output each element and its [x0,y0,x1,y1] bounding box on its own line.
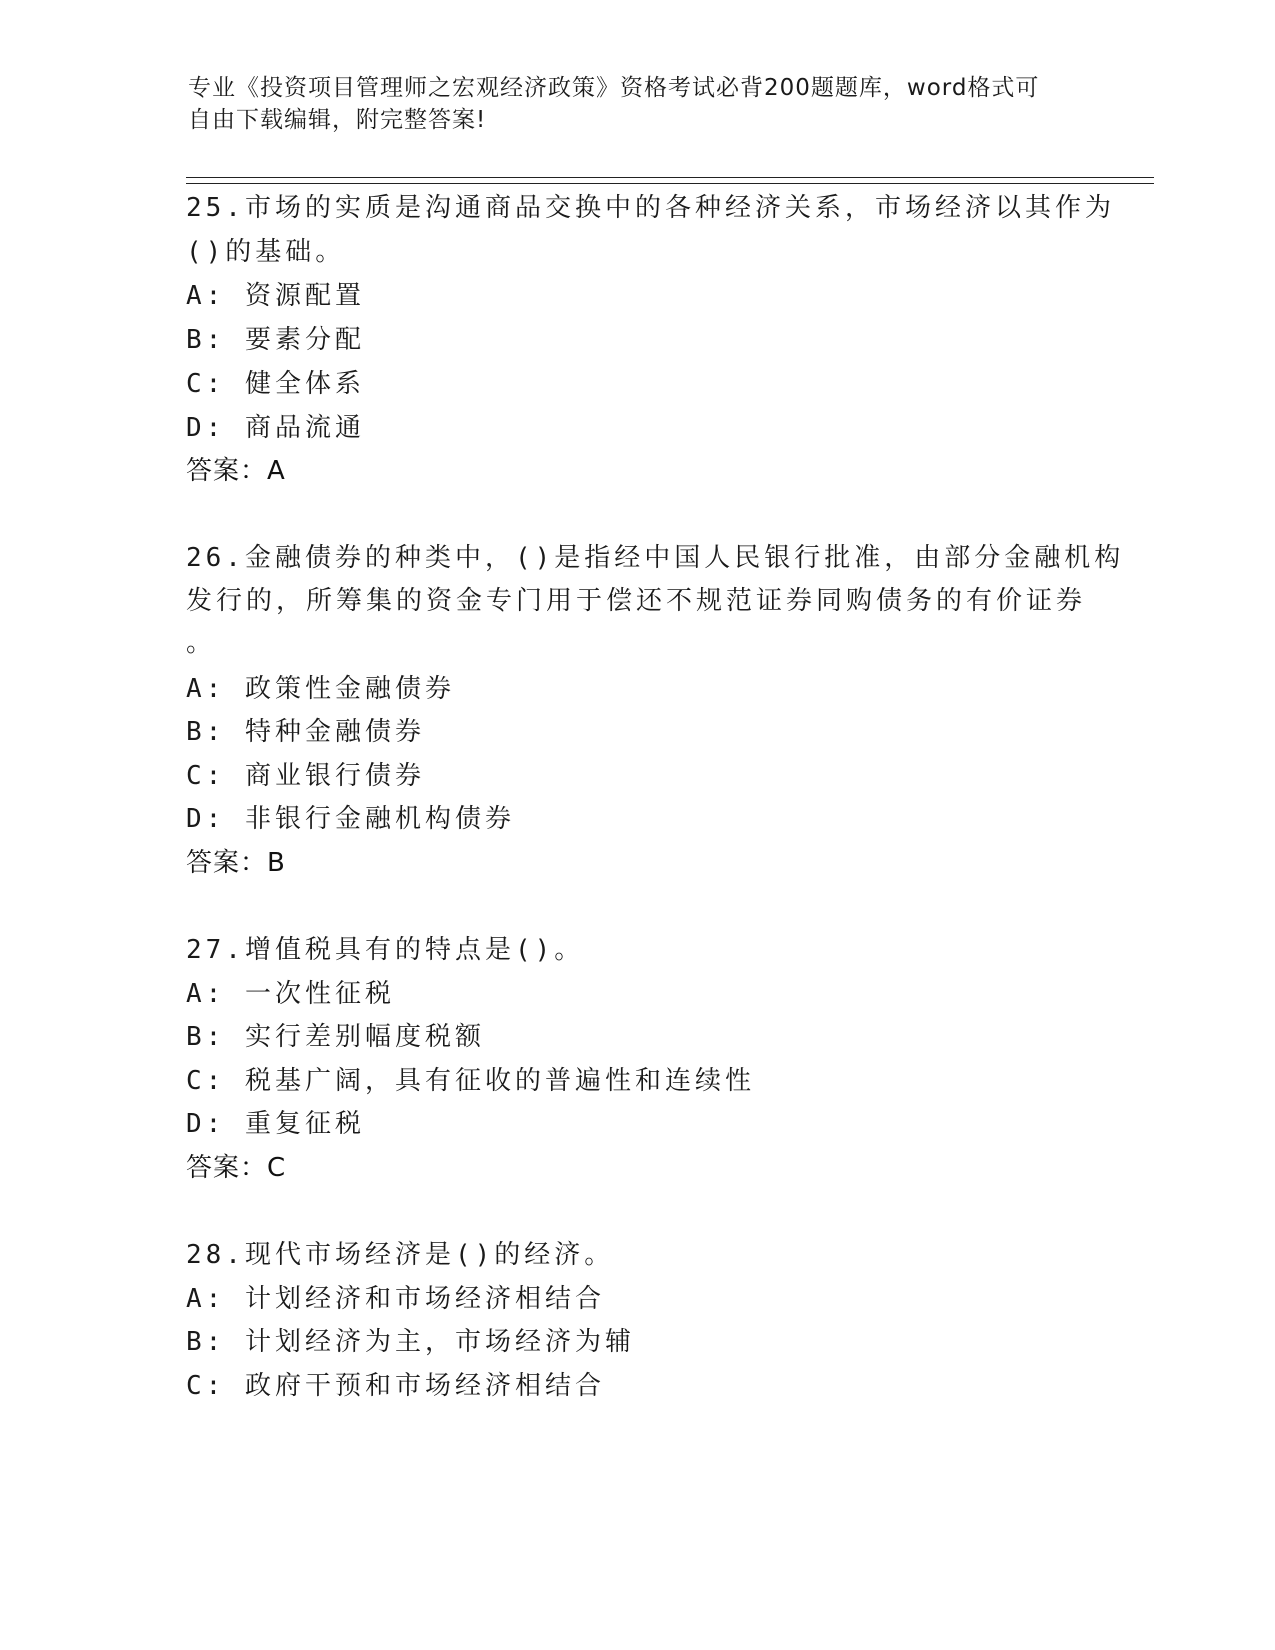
header-title-line-2: 自由下载编辑，附完整答案! [188,107,487,133]
option-b: B: 实行差别幅度税额 [186,1022,485,1052]
question-stem-line: 26.金融债券的种类中，()是指经中国人民银行批准，由部分金融机构 [186,543,1125,573]
option-a: A: 政策性金融债券 [186,674,455,704]
question-stem-line: 。 [186,628,217,658]
option-d: D: 重复征税 [186,1109,365,1139]
option-a: A: 一次性征税 [186,979,395,1009]
answer-line: 答案：C [186,1153,287,1183]
option-a: A: 计划经济和市场经济相结合 [186,1284,605,1314]
option-c: C: 税基广阔，具有征收的普遍性和连续性 [186,1066,755,1096]
option-d: D: 非银行金融机构债券 [186,804,515,834]
option-b: B: 要素分配 [186,325,365,355]
option-d: D: 商品流通 [186,413,365,443]
answer-line: 答案：B [186,848,286,878]
question-stem-line: ()的基础。 [186,237,346,267]
question-stem-line: 27.增值税具有的特点是()。 [186,935,585,965]
question-stem-line: 28.现代市场经济是()的经济。 [186,1240,615,1270]
option-c: C: 政府干预和市场经济相结合 [186,1371,605,1401]
header-divider-bottom [186,183,1154,184]
option-a: A: 资源配置 [186,281,365,311]
document-header [188,72,1068,136]
option-c: C: 商业银行债券 [186,761,425,791]
question-stem-line: 25.市场的实质是沟通商品交换中的各种经济关系，市场经济以其作为 [186,193,1115,223]
answer-line: 答案：A [186,456,286,486]
option-c: C: 健全体系 [186,369,365,399]
header-divider-top [186,177,1154,178]
option-b: B: 计划经济为主，市场经济为辅 [186,1327,635,1357]
question-stem-line: 发行的，所筹集的资金专门用于偿还不规范证券同购债务的有价证券 [186,586,1087,616]
option-b: B: 特种金融债券 [186,717,425,747]
header-title-line-1: 专业《投资项目管理师之宏观经济政策》资格考试必背200题题库，word格式可 [188,75,1040,101]
